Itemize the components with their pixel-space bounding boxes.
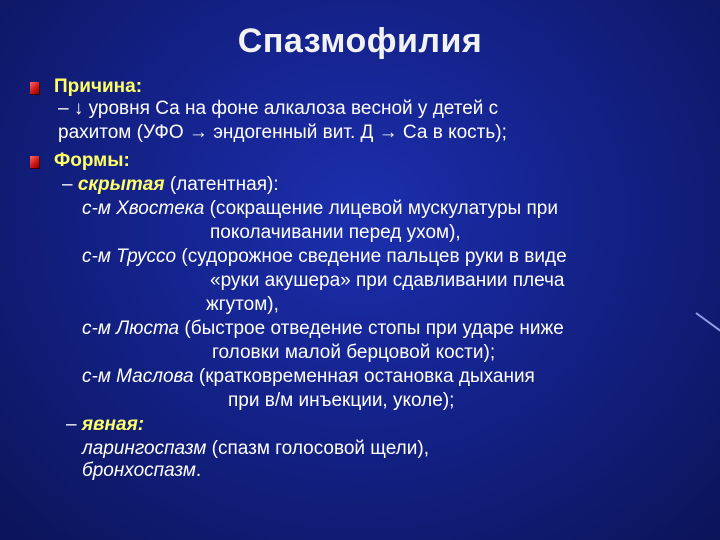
sign-desc: (кратковременная остановка дыхания xyxy=(193,366,535,387)
latent-form-line xyxy=(62,174,279,196)
cause-line-2: рахитом (УФО → эндогенный вит. Д → Са в кость); xyxy=(58,122,507,143)
latent-dash: – xyxy=(62,174,78,195)
sign-name: с-м Труссо xyxy=(82,246,177,267)
decorative-line xyxy=(695,312,720,331)
sign-name: с-м Хвостека xyxy=(82,198,205,219)
sign-trousseau-line-1 xyxy=(82,246,567,268)
explicit-dash: – xyxy=(66,414,82,435)
explicit-item-2 xyxy=(82,460,201,482)
item-rest: (спазм голосовой щели), xyxy=(206,438,429,459)
sign-maslov-line-1 xyxy=(82,366,535,388)
sign-desc: (быстрое отведение стопы при ударе ниже xyxy=(179,318,564,339)
bullet-icon xyxy=(30,82,39,94)
latent-term: скрытая xyxy=(77,174,165,195)
item-name: ларингоспазм xyxy=(82,438,207,459)
sign-desc: (судорожное сведение пальцев руки в виде xyxy=(176,246,567,267)
sign-name: с-м Люста xyxy=(82,318,180,339)
forms-label: Формы: xyxy=(54,150,130,171)
sign-khvostek-line-1 xyxy=(82,198,558,220)
latent-rest: (латентная): xyxy=(164,174,279,195)
sign-trousseau-line-2: «руки акушера» при сдавливании плеча xyxy=(210,270,565,291)
item-name: бронхоспазм xyxy=(82,460,196,481)
sign-khvostek-line-2: поколачивании перед ухом), xyxy=(210,222,461,243)
explicit-term: явная: xyxy=(81,414,145,435)
sign-trousseau-line-3: жгутом), xyxy=(206,294,279,315)
sign-name: с-м Маслова xyxy=(82,366,194,387)
sign-maslov-line-2: при в/м инъекции, уколе); xyxy=(228,390,455,411)
cause-label: Причина: xyxy=(54,76,143,97)
explicit-item-1 xyxy=(82,438,429,460)
item-rest: . xyxy=(195,460,202,481)
cause-line-1: – ↓ уровня Са на фоне алкалоза весной у детей с xyxy=(58,98,499,119)
explicit-form-line xyxy=(66,414,144,436)
sign-lust-line-2: головки малой берцовой кости); xyxy=(212,342,496,363)
sign-desc: (сокращение лицевой мускулатуры при xyxy=(204,198,558,219)
slide-title: Спазмофилия xyxy=(237,22,483,60)
sign-lust-line-1 xyxy=(82,318,564,340)
bullet-icon xyxy=(30,156,39,168)
